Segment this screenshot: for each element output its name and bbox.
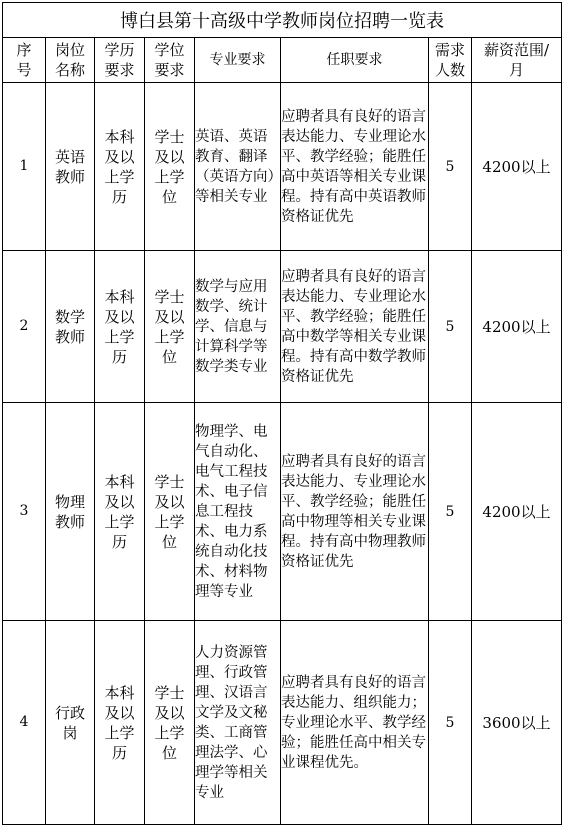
row-education: 本科 及以 上学 历	[95, 83, 145, 251]
header-education: 学历 要求	[95, 38, 145, 83]
header-position: 岗位 名称	[46, 38, 95, 83]
header-salary: 薪资范围/ 月	[472, 38, 562, 83]
row-degree: 学士 及以 上学 位	[145, 621, 195, 825]
row-education: 本科 及以 上学 历	[95, 621, 145, 825]
row-duty: 应聘者具有良好的语言表达能力、组织能力；专业理论水平、教学经验；能胜任高中相关专业课程优先。	[281, 621, 429, 825]
row-salary: 4200以上	[472, 403, 562, 621]
table-row	[3, 251, 562, 403]
row-count: 5	[429, 251, 472, 403]
row-salary: 3600以上	[472, 621, 562, 825]
header-major: 专业要求	[195, 38, 281, 83]
row-position: 数学 教师	[46, 251, 95, 403]
header-degree: 学位 要求	[145, 38, 195, 83]
header-row	[3, 38, 562, 83]
header-duty: 任职要求	[281, 38, 429, 83]
row-education: 本科 及以 上学 历	[95, 251, 145, 403]
row-education: 本科 及以 上学 历	[95, 403, 145, 621]
row-index: 2	[3, 251, 46, 403]
row-salary: 4200以上	[472, 251, 562, 403]
table-row	[3, 83, 562, 251]
row-duty: 应聘者具有良好的语言表达能力、专业理论水平、教学经验；能胜任高中数学等相关专业课程。持有高中数学教师资格证优先	[281, 251, 429, 403]
header-count: 需求 人数	[429, 38, 472, 83]
row-duty: 应聘者具有良好的语言表达能力、专业理论水平、教学经验；能胜任高中物理等相关专业课程。持有高中物理教师资格证优先	[281, 403, 429, 621]
row-major: 物理学、电气自动化、电气工程技术、电子信息工程技术、电力系统自动化技术、材料物理等专业	[195, 403, 281, 621]
row-position: 物理 教师	[46, 403, 95, 621]
row-count: 5	[429, 83, 472, 251]
row-position: 英语 教师	[46, 83, 95, 251]
row-count: 5	[429, 621, 472, 825]
recruitment-table	[2, 2, 562, 825]
table-title: 博白县第十高级中学教师岗位招聘一览表	[3, 3, 562, 38]
row-duty: 应聘者具有良好的语言表达能力、专业理论水平、教学经验；能胜任高中英语等相关专业课程。持有高中英语教师资格证优先	[281, 83, 429, 251]
row-salary: 4200以上	[472, 83, 562, 251]
row-degree: 学士 及以 上学 位	[145, 83, 195, 251]
row-index: 1	[3, 83, 46, 251]
table-row	[3, 621, 562, 825]
row-count: 5	[429, 403, 472, 621]
table-row	[3, 403, 562, 621]
row-index: 4	[3, 621, 46, 825]
row-major: 数学与应用数学、统计学、信息与计算科学等数学类专业	[195, 251, 281, 403]
row-major: 人力资源管理、行政管理、汉语言文学及文秘类、工商管理法学、心理学等相关专业	[195, 621, 281, 825]
row-major: 英语、英语教育、翻译（英语方向）等相关专业	[195, 83, 281, 251]
row-position: 行政 岗	[46, 621, 95, 825]
header-index: 序 号	[3, 38, 46, 83]
row-degree: 学士 及以 上学 位	[145, 251, 195, 403]
row-index: 3	[3, 403, 46, 621]
row-degree: 学士 及以 上学 位	[145, 403, 195, 621]
